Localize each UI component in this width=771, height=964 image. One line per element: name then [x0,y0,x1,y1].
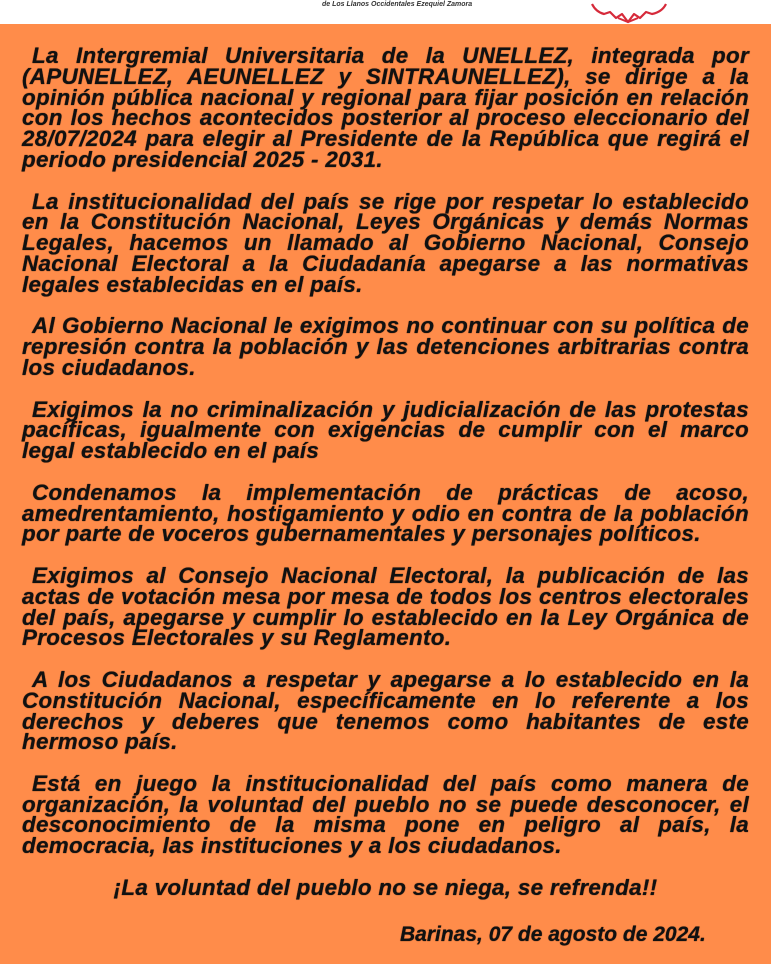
statement-body [22,43,749,900]
paragraph-conclusion: Está en juego la institucionalidad del país como manera de organización, la voluntad del pueblo no se puede desconocer, el desconocimiento de la misma pone en peligro al país, la democracia, las instituciones y a los ciudadanos. [22,770,749,859]
header-bar [0,0,771,24]
place-date: Barinas, 07 de agosto de 2024. [400,923,706,946]
paragraph-citizens: A los Ciudadanos a respetar y apegarse a lo establecido en la Constitución Nacional, específicamente en lo referente a los derechos y deberes que tenemos como habitantes de este hermoso país. [22,666,749,755]
university-seal-icon [588,0,672,24]
paragraph-institutionality: La institucionalidad del país se rige por respetar lo establecido en la Constitución Nacional, Leyes Orgánicas y demás Normas Legales, hacemos un llamado al Gobierno Nacional, Consejo Nacional Electoral a la Ciudadanía apegarse a las normativas legales establecidas en el país. [22,188,749,297]
paragraph-government: Al Gobierno Nacional le exigimos no continuar con su política de represión contra la población y las detenciones arbitrarias contra los ciudadanos. [22,313,749,380]
paragraph-condemn: Condenamos la implementación de prácticas de acoso, amedrentamiento, hostigamiento y odio en contra de la población por parte de voceros gubernamentales y personajes políticos. [22,479,749,547]
paragraph-cne: Exigimos al Consejo Nacional Electoral, la publicación de las actas de votación mesa por mesa de todos los centros electorales del país, apegarse y cumplir lo establecido en la Ley Orgánica de Procesos Electorales y su Reglamento. [22,562,749,651]
paragraph-protests: Exigimos la no criminalización y judicialización de las protestas pacíficas, igualmente con exigencias de cumplir con el marco legal establecido en el país [22,396,749,464]
slogan: ¡La voluntad del pueblo no se niega, se refrenda!! [113,874,658,900]
paragraph-intro: La Intergremial Universitaria de la UNELLEZ, integrada por (APUNELLEZ, AEUNELLEZ y SINTRAUNELLEZ), se dirige a la opinión pública nacional y regional para fijar posición en relación con los hechos acontecidos posterior al proceso eleccionario del 28/07/2024 para elegir al Presidente de la República que regirá el periodo presidencial 2025 - 2031. [22,43,749,172]
institution-name: de Los Llanos Occidentales Ezequiel Zamora [322,1,473,8]
